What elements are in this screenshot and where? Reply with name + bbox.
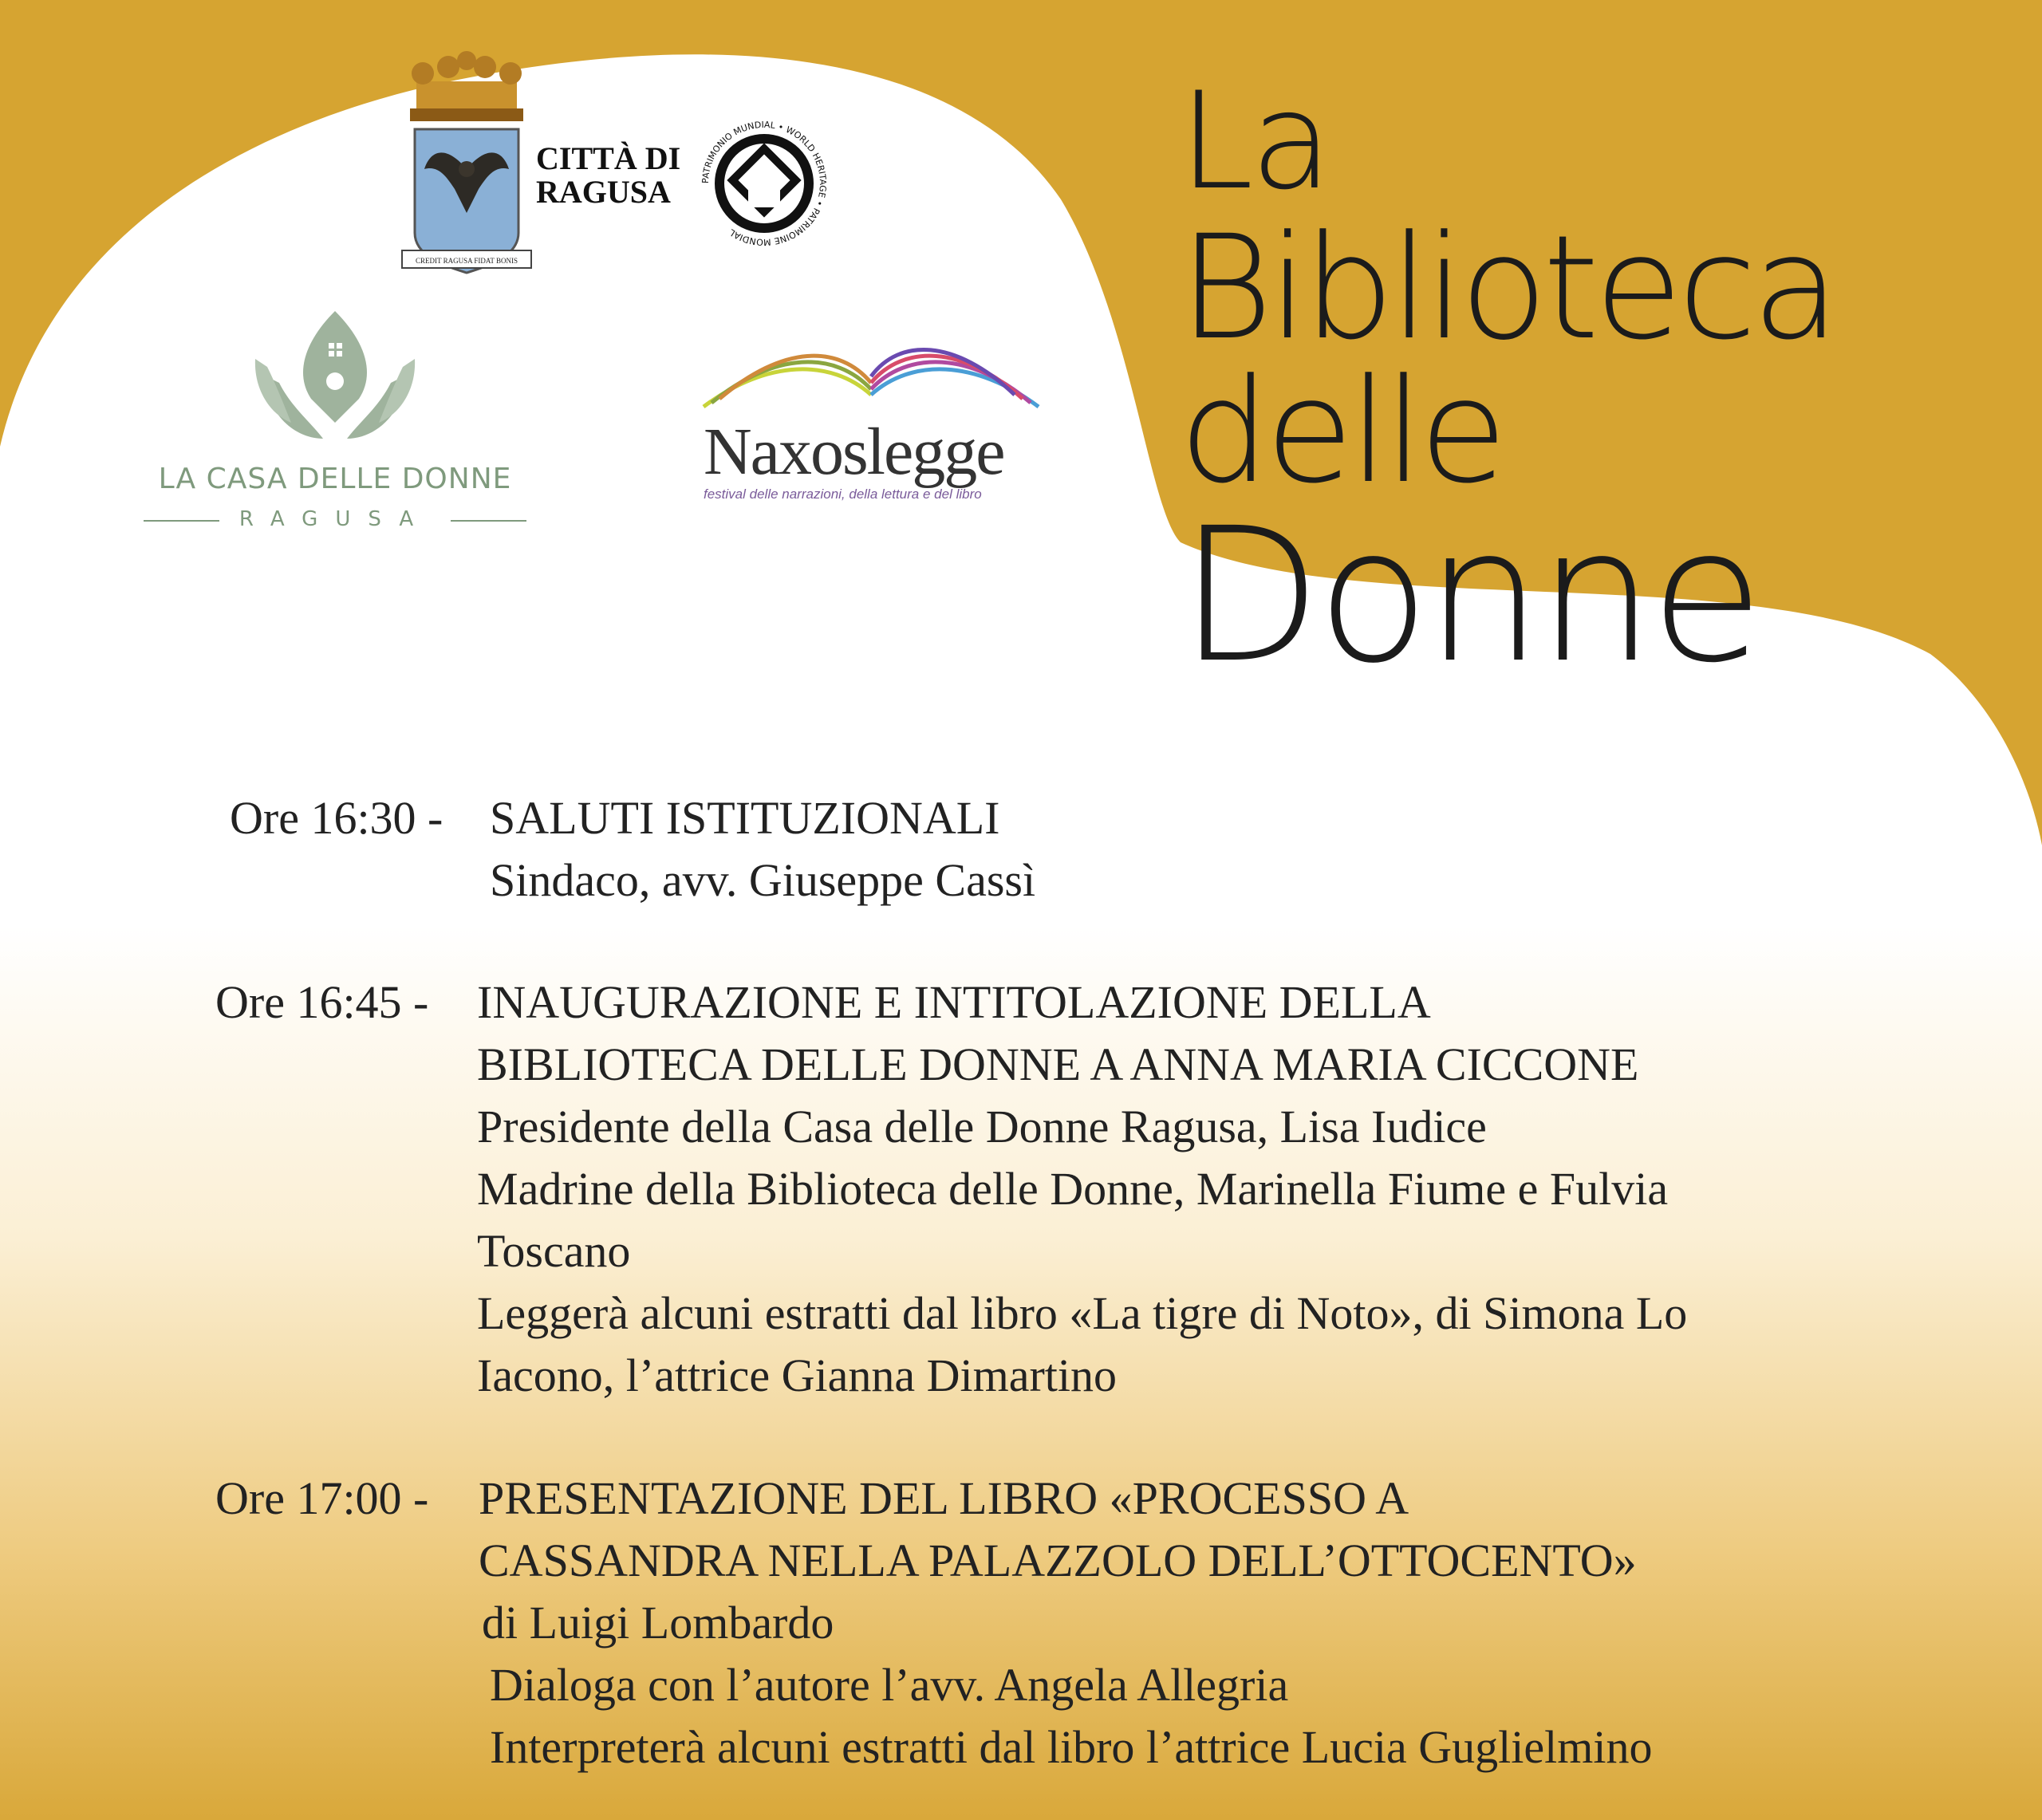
program-time-3: Ore 17:00 - bbox=[215, 1472, 429, 1524]
title-line-3: delle bbox=[1179, 349, 1503, 515]
program-time-1: Ore 16:30 - bbox=[230, 792, 443, 844]
program-title-2b: BIBLIOTECA DELLE DONNE A ANNA MARIA CICCONE bbox=[477, 1038, 1639, 1090]
program-title-1: SALUTI ISTITUZIONALI bbox=[490, 792, 1000, 844]
program-line: Sindaco, avv. Giuseppe Cassì bbox=[490, 854, 1036, 906]
program-line: Interpreterà alcuni estratti dal libro l’attrice Lucia Guglielmino bbox=[490, 1721, 1653, 1773]
casa-delle-donne-logo bbox=[128, 311, 542, 542]
program-line: Dialoga con l’autore l’avv. Angela Allegria bbox=[490, 1659, 1289, 1711]
naxoslegge-wordmark: Naxoslegge bbox=[704, 415, 1004, 489]
coat-motto-text: CREDIT RAGUSA FIDAT BONIS bbox=[416, 257, 518, 265]
title-line-2: Biblioteca bbox=[1179, 205, 1835, 372]
open-book-rainbow-icon bbox=[672, 327, 1059, 415]
ragusa-coat-of-arms-logo bbox=[399, 49, 534, 281]
citta-line2: RAGUSA bbox=[536, 174, 671, 210]
program-line: Toscano bbox=[477, 1225, 631, 1277]
program-line: Madrine della Biblioteca delle Donne, Marinella Fiume e Fulvia bbox=[477, 1163, 1669, 1215]
program-line: Iacono, l’attrice Gianna Dimartino bbox=[477, 1349, 1118, 1401]
citta-di-ragusa-logo-text bbox=[536, 142, 680, 209]
program-title-3b: CASSANDRA NELLA PALAZZOLO DELL’OTTOCENTO» bbox=[479, 1534, 1637, 1586]
casa-divider-right bbox=[451, 520, 526, 522]
citta-line1: CITTÀ DI bbox=[536, 140, 681, 176]
program-line: Presidente della Casa delle Donne Ragusa, Lisa Iudice bbox=[477, 1101, 1487, 1152]
program-title-2: INAUGURAZIONE E INTITOLAZIONE DELLA bbox=[477, 976, 1431, 1028]
unesco-world-heritage-icon bbox=[692, 112, 836, 255]
casa-title: LA CASA DELLE DONNE bbox=[158, 463, 512, 495]
unesco-ring-text: PATRIMONIO MUNDIAL • WORLD HERITAGE • PATRIMOINE MONDIAL bbox=[700, 119, 829, 248]
program-line: Leggerà alcuni estratti dal libro «La tigre di Noto», di Simona Lo bbox=[477, 1287, 1688, 1339]
program-line: di Luigi Lombardo bbox=[482, 1597, 834, 1649]
program-time-2: Ore 16:45 - bbox=[215, 976, 429, 1028]
program-title-3: PRESENTAZIONE DEL LIBRO «PROCESSO A bbox=[479, 1472, 1409, 1524]
casa-leaf-hands-icon bbox=[128, 311, 542, 463]
title-line-1: La bbox=[1179, 63, 1330, 219]
naxoslegge-tagline: festival delle narrazioni, della lettura e del libro bbox=[704, 487, 982, 502]
naxoslegge-logo bbox=[672, 327, 1059, 517]
casa-subtitle: RAGUSA bbox=[238, 507, 432, 531]
title-line-4: Donne bbox=[1179, 488, 1760, 703]
poster-title bbox=[1179, 63, 1835, 703]
